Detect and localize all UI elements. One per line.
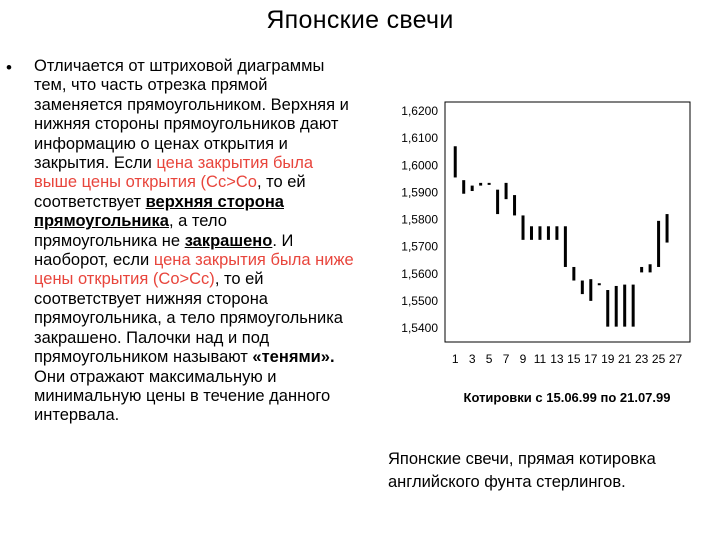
candle — [530, 226, 533, 240]
x-axis-label: Котировки с 15.06.99 по 21.07.99 — [463, 390, 671, 405]
candle — [589, 279, 592, 301]
text-term-filled: закрашено — [184, 231, 273, 250]
y-tick-label: 1,6200 — [401, 104, 438, 118]
y-tick-label: 1,5800 — [401, 212, 438, 227]
y-tick-label: 1,5900 — [401, 185, 438, 200]
candle — [513, 195, 516, 215]
candle — [598, 283, 601, 285]
x-tick-label: 25 — [651, 352, 666, 366]
description-text — [34, 57, 354, 426]
candle — [572, 267, 575, 281]
candle — [649, 264, 652, 272]
y-tick-label: 1,6000 — [401, 158, 438, 173]
candle — [454, 146, 457, 177]
candle — [564, 226, 567, 267]
y-tick-label: 1,5400 — [401, 321, 438, 335]
candle — [522, 215, 525, 239]
x-tick-label: 13 — [550, 352, 564, 366]
candle — [615, 286, 618, 327]
candle — [462, 180, 465, 194]
text-term-shadows: «тенями». — [252, 348, 335, 367]
candle — [632, 285, 635, 327]
x-tick-label: 9 — [519, 352, 527, 366]
candle — [606, 290, 609, 327]
x-tick-label: 1 — [451, 352, 459, 366]
candle — [496, 190, 499, 214]
text-part: , то ей соответствует — [34, 173, 306, 211]
text-part: , а тело прямоугольника не — [34, 212, 227, 250]
candle — [623, 285, 626, 327]
x-tick-label: 23 — [634, 352, 649, 366]
chart-caption: Японские свечи, прямая котировка английского фунта стерлингов. — [388, 450, 656, 491]
candle — [581, 281, 584, 295]
candle — [640, 267, 643, 272]
candle — [471, 186, 474, 191]
text-highlight-close-above-open: цена закрытия была выше цены открытия (Сс>Со — [34, 154, 314, 192]
candle — [538, 226, 541, 240]
y-tick-label: 1,5600 — [401, 266, 438, 281]
x-tick-label: 19 — [601, 352, 615, 366]
candle — [657, 221, 660, 267]
y-tick-label: 1,6100 — [401, 131, 438, 146]
x-tick-label: 5 — [485, 352, 493, 366]
text-part: . И наоборот, если — [34, 231, 294, 270]
y-tick-label: 1,5500 — [401, 293, 438, 308]
candle — [547, 226, 550, 240]
text-part: Они отражают максимальную и минимальную цены в течение данного интервала. — [34, 367, 331, 425]
x-tick-label: 3 — [468, 352, 476, 366]
bullet-marker: • — [6, 58, 12, 77]
text-part: , то ей соответствует нижняя сторона прямоугольника, а тело прямоугольника закрашено. Палочки над и под прямоугольником называют — [34, 270, 343, 367]
x-tick-label: 11 — [533, 352, 547, 366]
text-highlight-close-below-open: цена закрытия была ниже цены открытия (Со>Сс) — [34, 251, 354, 289]
x-tick-label: 27 — [668, 352, 683, 366]
candle — [505, 183, 508, 199]
plot-area — [445, 102, 690, 342]
candle — [666, 214, 669, 242]
y-tick-label: 1,5700 — [401, 239, 438, 254]
text-part: Отличается от штриховой диаграммы тем, что часть отрезка прямой заменяется прямоугольником. Верхняя и нижняя стороны прямоугольников дают информацию о ценах открытия и закрытия. Если — [34, 57, 349, 173]
candle — [555, 226, 558, 240]
x-tick-label: 15 — [567, 352, 581, 366]
candle — [479, 183, 482, 186]
text-term-upper-side: верхняя сторона прямоугольника — [34, 192, 284, 231]
candle — [488, 183, 491, 185]
candlestick-chart — [368, 90, 698, 420]
x-tick-label: 17 — [584, 352, 598, 366]
slide-title: Японские свечи — [266, 6, 454, 34]
x-tick-label: 7 — [502, 352, 510, 366]
x-tick-label: 21 — [618, 352, 632, 366]
